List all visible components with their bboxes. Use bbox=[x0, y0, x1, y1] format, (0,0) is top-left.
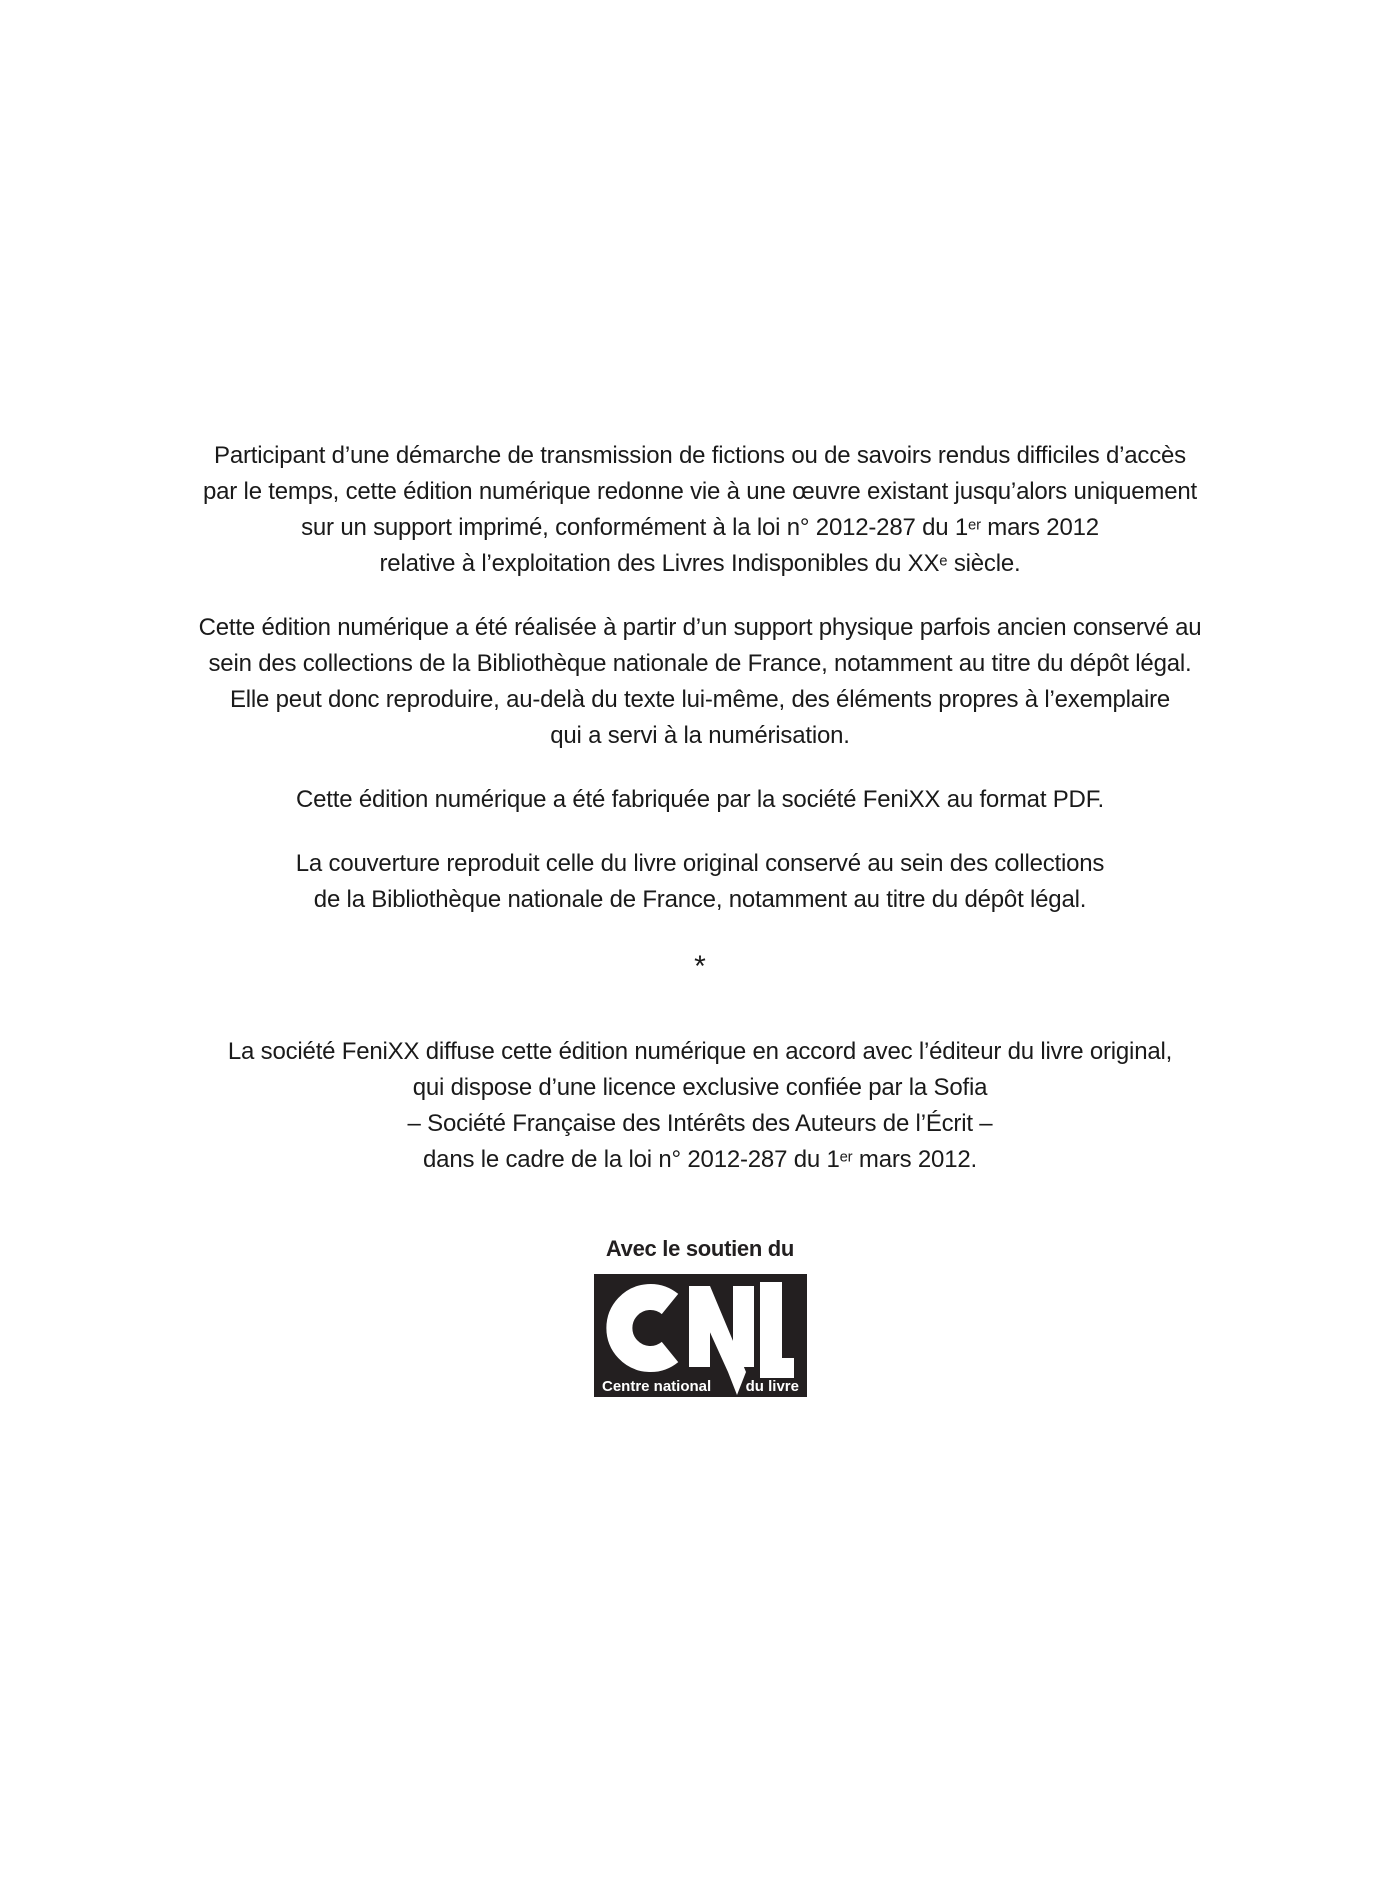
cnl-label-right: du livre bbox=[745, 1378, 799, 1395]
text-line: La couverture reproduit celle du livre original conservé au sein des collections bbox=[295, 850, 1105, 877]
legal-notice bbox=[0, 438, 1400, 1178]
superscript: er bbox=[968, 517, 981, 534]
text-line: dans le cadre de la loi n° 2012-287 du 1er mars 2012. bbox=[423, 1146, 977, 1173]
text-line: par le temps, cette édition numérique redonne vie à une œuvre existant jusqu’alors uniquement bbox=[203, 478, 1197, 505]
text-line: sein des collections de la Bibliothèque nationale de France, notamment au titre du dépôt légal. bbox=[208, 650, 1192, 677]
section-separator: * bbox=[694, 950, 706, 983]
text-line: relative à l’exploitation des Livres Indisponibles du XXe siècle. bbox=[379, 550, 1021, 577]
superscript: er bbox=[839, 1149, 853, 1166]
text-line: qui a servi à la numérisation. bbox=[550, 722, 850, 749]
text-line: Elle peut donc reproduire, au-delà du texte lui-même, des éléments propres à l’exemplaire bbox=[229, 686, 1171, 713]
cnl-letter-n-right-stem bbox=[733, 1286, 754, 1367]
support-block bbox=[0, 1236, 1400, 1397]
text-line: La société FeniXX diffuse cette édition numérique en accord avec l’éditeur du livre original, bbox=[227, 1038, 1173, 1065]
cnl-logo bbox=[594, 1274, 807, 1397]
cnl-label-left: Centre national bbox=[601, 1378, 711, 1395]
text-line: qui dispose d’une licence exclusive confiée par la Sofia bbox=[412, 1074, 988, 1101]
paragraph-transmission bbox=[0, 438, 1400, 582]
superscript: e bbox=[939, 553, 948, 570]
cnl-letter-l-foot bbox=[760, 1358, 794, 1378]
text-line: sur un support imprimé, conformément à la loi n° 2012-287 du 1er mars 2012 bbox=[301, 514, 1099, 541]
text-line: Cette édition numérique a été fabriquée par la société FeniXX au format PDF. bbox=[296, 786, 1104, 813]
text-line: Participant d’une démarche de transmission de fictions ou de savoirs rendus difficiles d’accès bbox=[214, 442, 1186, 469]
support-caption: Avec le soutien du bbox=[605, 1236, 795, 1261]
text-line: Cette édition numérique a été réalisée à partir d’un support physique parfois ancien conservé au bbox=[198, 614, 1202, 641]
paragraph-fabrication bbox=[0, 782, 1400, 818]
text-line: de la Bibliothèque nationale de France, notamment au titre du dépôt légal. bbox=[313, 886, 1087, 913]
paragraph-source bbox=[0, 610, 1400, 754]
paragraph-diffusion bbox=[0, 1034, 1400, 1178]
text-line: – Société Française des Intérêts des Auteurs de l’Écrit – bbox=[407, 1110, 993, 1137]
paragraph-couverture bbox=[0, 846, 1400, 918]
